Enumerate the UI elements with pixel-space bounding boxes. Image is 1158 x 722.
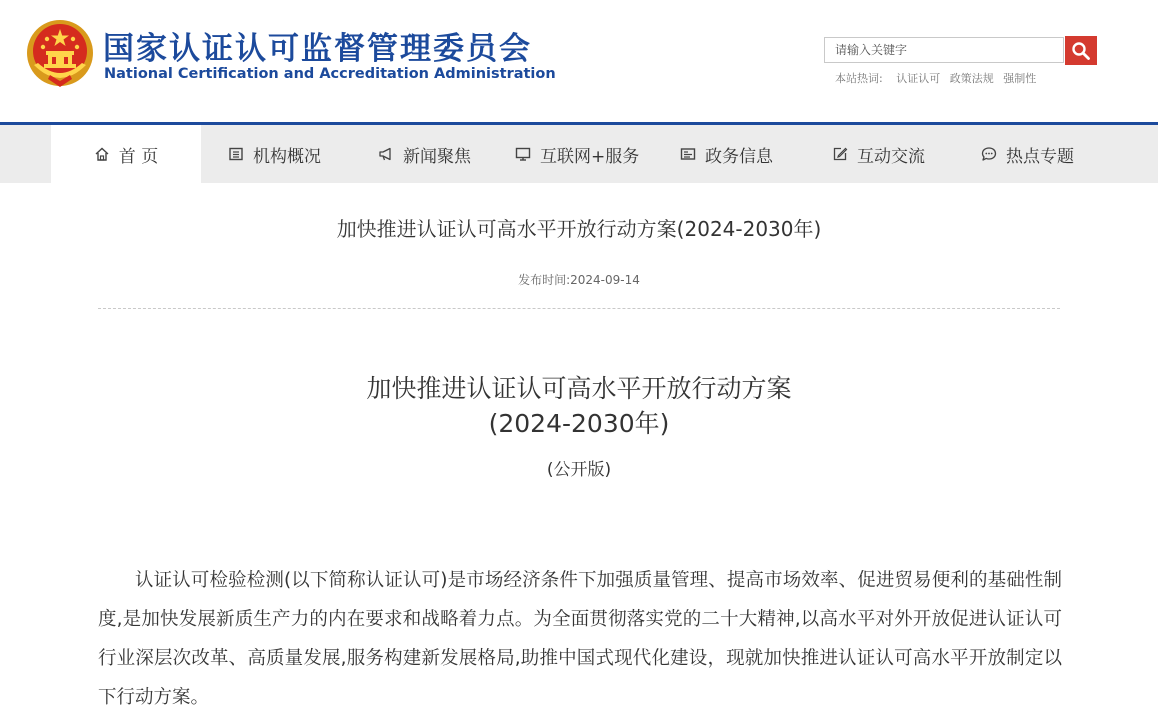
nav-item-interaction[interactable] — [832, 125, 925, 183]
list-icon — [228, 146, 244, 162]
publish-date-label: 发布时间: — [518, 273, 571, 287]
nav-item-label: 首 页 — [118, 146, 159, 167]
search-button[interactable] — [1065, 36, 1097, 65]
monitor-icon — [515, 146, 531, 162]
main-nav — [0, 122, 1158, 183]
search-input[interactable] — [825, 38, 1063, 62]
publish-date-value: 2024-09-14 — [570, 273, 640, 287]
hot-words — [835, 70, 1042, 86]
document-icon — [680, 146, 696, 162]
search-icon — [1071, 41, 1091, 61]
nav-item-home[interactable] — [51, 125, 201, 183]
nav-item-label: 互动交流 — [857, 146, 925, 167]
document-title-line: (2024-2030年) — [488, 409, 670, 438]
search-box — [824, 37, 1064, 63]
nav-item-news[interactable] — [378, 125, 471, 183]
document-title-line: 加快推进认证认可高水平开放行动方案 — [366, 374, 792, 403]
hot-words-label: 本站热词: — [835, 72, 883, 85]
divider — [98, 308, 1060, 309]
nav-item-about[interactable] — [228, 125, 321, 183]
nav-item-hot-topics[interactable] — [981, 125, 1074, 183]
hot-word-link[interactable]: 强制性 — [1003, 72, 1037, 85]
article-title: 加快推进认证认可高水平开放行动方案(2024-2030年) — [336, 217, 822, 241]
nav-item-label: 热点专题 — [1006, 146, 1074, 167]
nav-item-government-info[interactable] — [680, 125, 773, 183]
edit-icon — [832, 146, 848, 162]
nav-item-internet-service[interactable] — [515, 125, 639, 183]
nav-item-label: 机构概况 — [253, 146, 321, 167]
hot-word-link[interactable]: 政策法规 — [949, 72, 994, 85]
body-paragraph: 认证认可检验检测(以下简称认证认可)是市场经济条件下加强质量管理、提高市场效率、促进贸易便利的基础性制度,是加快发展新质生产力的内在要求和战略着力点。为全面贯彻落实党的二十大精神,以高水平对外开放促进认证认可行业深层次改革、高质量发展,服务构建新发展格局,助推中国式现代化建设，现就加快推进认证认可高水平开放制定以下行动方案。 — [98, 570, 1062, 708]
publish-date — [0, 271, 1158, 288]
document-subtitle: (公开版) — [546, 460, 612, 480]
national-emblem-icon[interactable] — [26, 17, 94, 89]
nav-item-label: 政务信息 — [705, 146, 773, 167]
document-title — [0, 371, 1158, 441]
site-title-en[interactable]: National Certification and Accreditation Administration — [104, 66, 556, 82]
site-title-cn[interactable]: 国家认证认可监督管理委员会 — [103, 31, 532, 67]
home-icon — [94, 146, 110, 162]
megaphone-icon — [378, 146, 394, 162]
site-header — [0, 0, 1158, 124]
hot-word-link[interactable]: 认证认可 — [896, 72, 941, 85]
chat-icon — [981, 146, 997, 162]
nav-item-label: 新闻聚焦 — [403, 146, 471, 167]
nav-item-label: 互联网+服务 — [540, 146, 640, 167]
